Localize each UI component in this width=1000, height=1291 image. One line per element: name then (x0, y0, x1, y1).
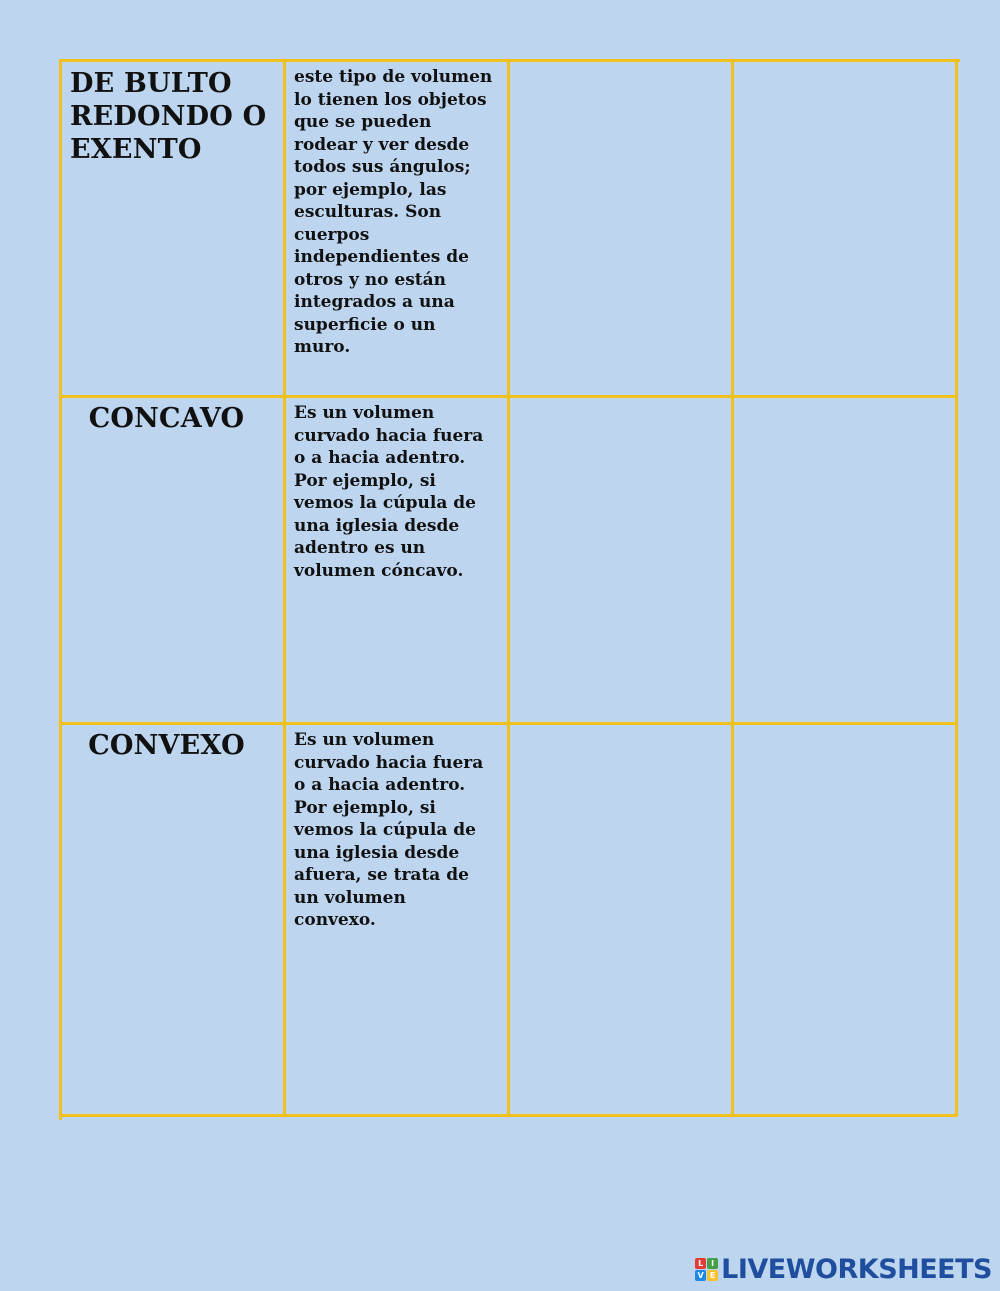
answer-cell[interactable] (734, 62, 958, 398)
term-label: CONVEXO (88, 730, 245, 761)
description-cell-concavo (286, 398, 510, 725)
answer-cell[interactable] (510, 398, 734, 725)
description-text: Es un volumen curvado hacia fuera o a hacia adentro. Por ejemplo, si vemos la cúpula de una iglesia desde afuera, se trata de un volumen convexo. (294, 730, 484, 930)
description-cell-de-bulto (286, 62, 510, 398)
logo-text: LIVEWORKSHEETS (721, 1254, 992, 1285)
term-cell-convexo (62, 725, 286, 1117)
worksheet-table (59, 59, 960, 1120)
description-cell-convexo (286, 725, 510, 1117)
logo-badge-icon (695, 1258, 718, 1281)
answer-cell[interactable] (510, 725, 734, 1117)
logo-badge-letter: I (707, 1258, 718, 1269)
term-label: DE BULTO REDONDO O EXENTO (70, 68, 267, 165)
term-cell-concavo (62, 398, 286, 725)
logo-badge-letter: E (707, 1270, 718, 1281)
liveworksheets-logo (695, 1254, 992, 1285)
term-cell-de-bulto (62, 62, 286, 398)
answer-cell[interactable] (734, 725, 958, 1117)
answer-cell[interactable] (734, 398, 958, 725)
logo-badge-letter: L (695, 1258, 706, 1269)
description-text: este tipo de volumen lo tienen los objetos que se pueden rodear y ver desde todos sus ángulos; por ejemplo, las esculturas. Son cuerpos independientes de otros y no están integrados a una superficie o un muro. (294, 67, 493, 357)
description-text: Es un volumen curvado hacia fuera o a hacia adentro. Por ejemplo, si vemos la cúpula de una iglesia desde adentro es un volumen cóncavo. (294, 403, 484, 581)
answer-cell[interactable] (510, 62, 734, 398)
term-label: CONCAVO (88, 403, 245, 434)
logo-badge-letter: V (695, 1270, 706, 1281)
